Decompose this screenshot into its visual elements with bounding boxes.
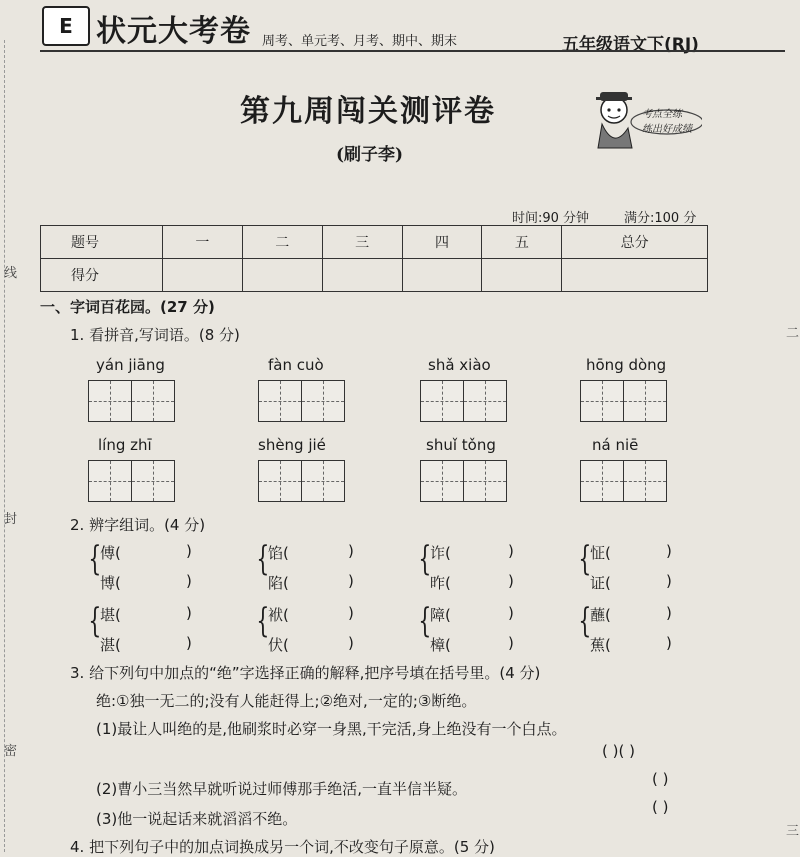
close-paren: ) — [666, 604, 672, 622]
page-subtitle: (刷子李) — [336, 145, 404, 165]
section-1-title: 一、字词百花园。(27 分) — [40, 298, 215, 316]
close-paren: ) — [186, 604, 192, 622]
margin-line-label: 线 — [4, 266, 18, 281]
close-paren: ) — [508, 542, 514, 560]
q3-definitions: 绝:①独一无二的;没有人能赶得上;②绝对,一定的;③断绝。 — [96, 692, 477, 710]
q2-char: 伏( — [268, 636, 289, 654]
margin-secret-label: 密 — [4, 744, 18, 759]
close-paren: ) — [186, 572, 192, 590]
score-row-label: 得分 — [41, 259, 163, 292]
writing-grid[interactable] — [88, 460, 175, 502]
score-table-cell: 二 — [242, 226, 322, 259]
writing-grid[interactable] — [580, 380, 667, 422]
close-paren: ) — [348, 634, 354, 652]
mascot-slogan-1: 考点全练 — [642, 109, 682, 120]
score-table-cell: 总分 — [562, 226, 708, 259]
brace: { — [88, 601, 102, 641]
score-table-header-row — [41, 226, 708, 259]
q1-pinyin: ná niē — [592, 436, 639, 454]
brand-subtitle: 周考、单元考、月考、期中、期末 — [262, 34, 458, 49]
brand-title: 状元大考卷 — [96, 14, 251, 49]
score-table-cell: 一 — [163, 226, 243, 259]
q1-pinyin: shèng jié — [258, 436, 326, 454]
brace: { — [578, 539, 592, 579]
score-input-cell[interactable] — [322, 259, 402, 292]
writing-grid[interactable] — [580, 460, 667, 502]
brace: { — [256, 601, 270, 641]
q3-sentence-1: (1)最让人叫绝的是,他刷浆时必穿一身黑,干完活,身上绝没有一个白点。 — [96, 720, 567, 738]
score-table-cell: 五 — [482, 226, 562, 259]
close-paren: ) — [348, 542, 354, 560]
binding-line — [4, 40, 6, 852]
q2-char: 陷( — [268, 574, 289, 592]
q3-sentence-2: (2)曹小三当然早就听说过师傅那手绝活,一直半信半疑。 — [96, 780, 468, 798]
close-paren: ) — [508, 572, 514, 590]
q1-pinyin: shuǐ tǒng — [426, 436, 496, 454]
q2-char: 怔( — [590, 544, 611, 562]
q2-char: 诈( — [430, 544, 451, 562]
page-title: 第九周闯关测评卷 — [240, 94, 496, 129]
q3-title: 3. 给下列句中加点的“绝”字选择正确的解释,把序号填在括号里。(4 分) — [70, 664, 541, 682]
q1-pinyin: hōng dòng — [586, 356, 667, 374]
q1-pinyin: fàn cuò — [268, 356, 324, 374]
score-input-cell[interactable] — [562, 259, 708, 292]
q3-answer-3[interactable]: ( ) — [652, 798, 669, 816]
score-input-cell[interactable] — [402, 259, 482, 292]
q3-answer-1[interactable]: ( )( ) — [602, 742, 635, 760]
q2-char: 傅( — [100, 544, 121, 562]
writing-grid[interactable] — [88, 380, 175, 422]
q2-char: 袱( — [268, 606, 289, 624]
score-input-cell[interactable] — [163, 259, 243, 292]
q2-char: 湛( — [100, 636, 121, 654]
margin-seal-label: 封 — [4, 512, 18, 527]
q2-char: 堪( — [100, 606, 121, 624]
writing-grid[interactable] — [420, 380, 507, 422]
exam-full-score: 满分:100 分 — [624, 211, 697, 226]
publisher-logo: E — [42, 6, 90, 46]
close-paren: ) — [666, 634, 672, 652]
score-table-cell: 题号 — [41, 226, 163, 259]
q2-char: 障( — [430, 606, 451, 624]
q2-char: 博( — [100, 574, 121, 592]
right-margin-bottom: 三 — [786, 824, 800, 839]
q3-answer-2[interactable]: ( ) — [652, 770, 669, 788]
close-paren: ) — [508, 634, 514, 652]
close-paren: ) — [508, 604, 514, 622]
score-table-cell: 四 — [402, 226, 482, 259]
q2-char: 樟( — [430, 636, 451, 654]
close-paren: ) — [666, 572, 672, 590]
right-margin-top: 二 — [786, 326, 800, 341]
score-input-cell[interactable] — [482, 259, 562, 292]
q2-char: 证( — [590, 574, 611, 592]
brace: { — [418, 601, 432, 641]
brace: { — [418, 539, 432, 579]
q2-char: 蕉( — [590, 636, 611, 654]
q1-pinyin: yán jiāng — [96, 356, 165, 374]
q2-char: 蘸( — [590, 606, 611, 624]
grade-label: 五年级语文下(RJ) — [562, 35, 699, 55]
close-paren: ) — [186, 542, 192, 560]
close-paren: ) — [348, 572, 354, 590]
score-input-cell[interactable] — [242, 259, 322, 292]
q1-pinyin: líng zhī — [98, 436, 152, 454]
header-rule — [40, 50, 785, 52]
score-table-score-row — [41, 259, 708, 292]
q3-sentence-3: (3)他一说起话来就滔滔不绝。 — [96, 810, 298, 828]
q2-char: 昨( — [430, 574, 451, 592]
mascot-slogan-2: 练出好成绩 — [642, 124, 692, 135]
score-table-cell: 三 — [322, 226, 402, 259]
brace: { — [256, 539, 270, 579]
brace: { — [88, 539, 102, 579]
brace: { — [578, 601, 592, 641]
writing-grid[interactable] — [258, 380, 345, 422]
q2-title: 2. 辨字组词。(4 分) — [70, 516, 206, 534]
q2-char: 馅( — [268, 544, 289, 562]
writing-grid[interactable] — [420, 460, 507, 502]
close-paren: ) — [666, 542, 672, 560]
q1-title: 1. 看拼音,写词语。(8 分) — [70, 326, 240, 344]
close-paren: ) — [348, 604, 354, 622]
score-table — [40, 225, 708, 292]
q1-pinyin: shǎ xiào — [428, 356, 491, 374]
q4-title: 4. 把下列句子中的加点词换成另一个词,不改变句子原意。(5 分) — [70, 838, 495, 856]
close-paren: ) — [186, 634, 192, 652]
exam-time: 时间:90 分钟 — [512, 211, 590, 226]
writing-grid[interactable] — [258, 460, 345, 502]
